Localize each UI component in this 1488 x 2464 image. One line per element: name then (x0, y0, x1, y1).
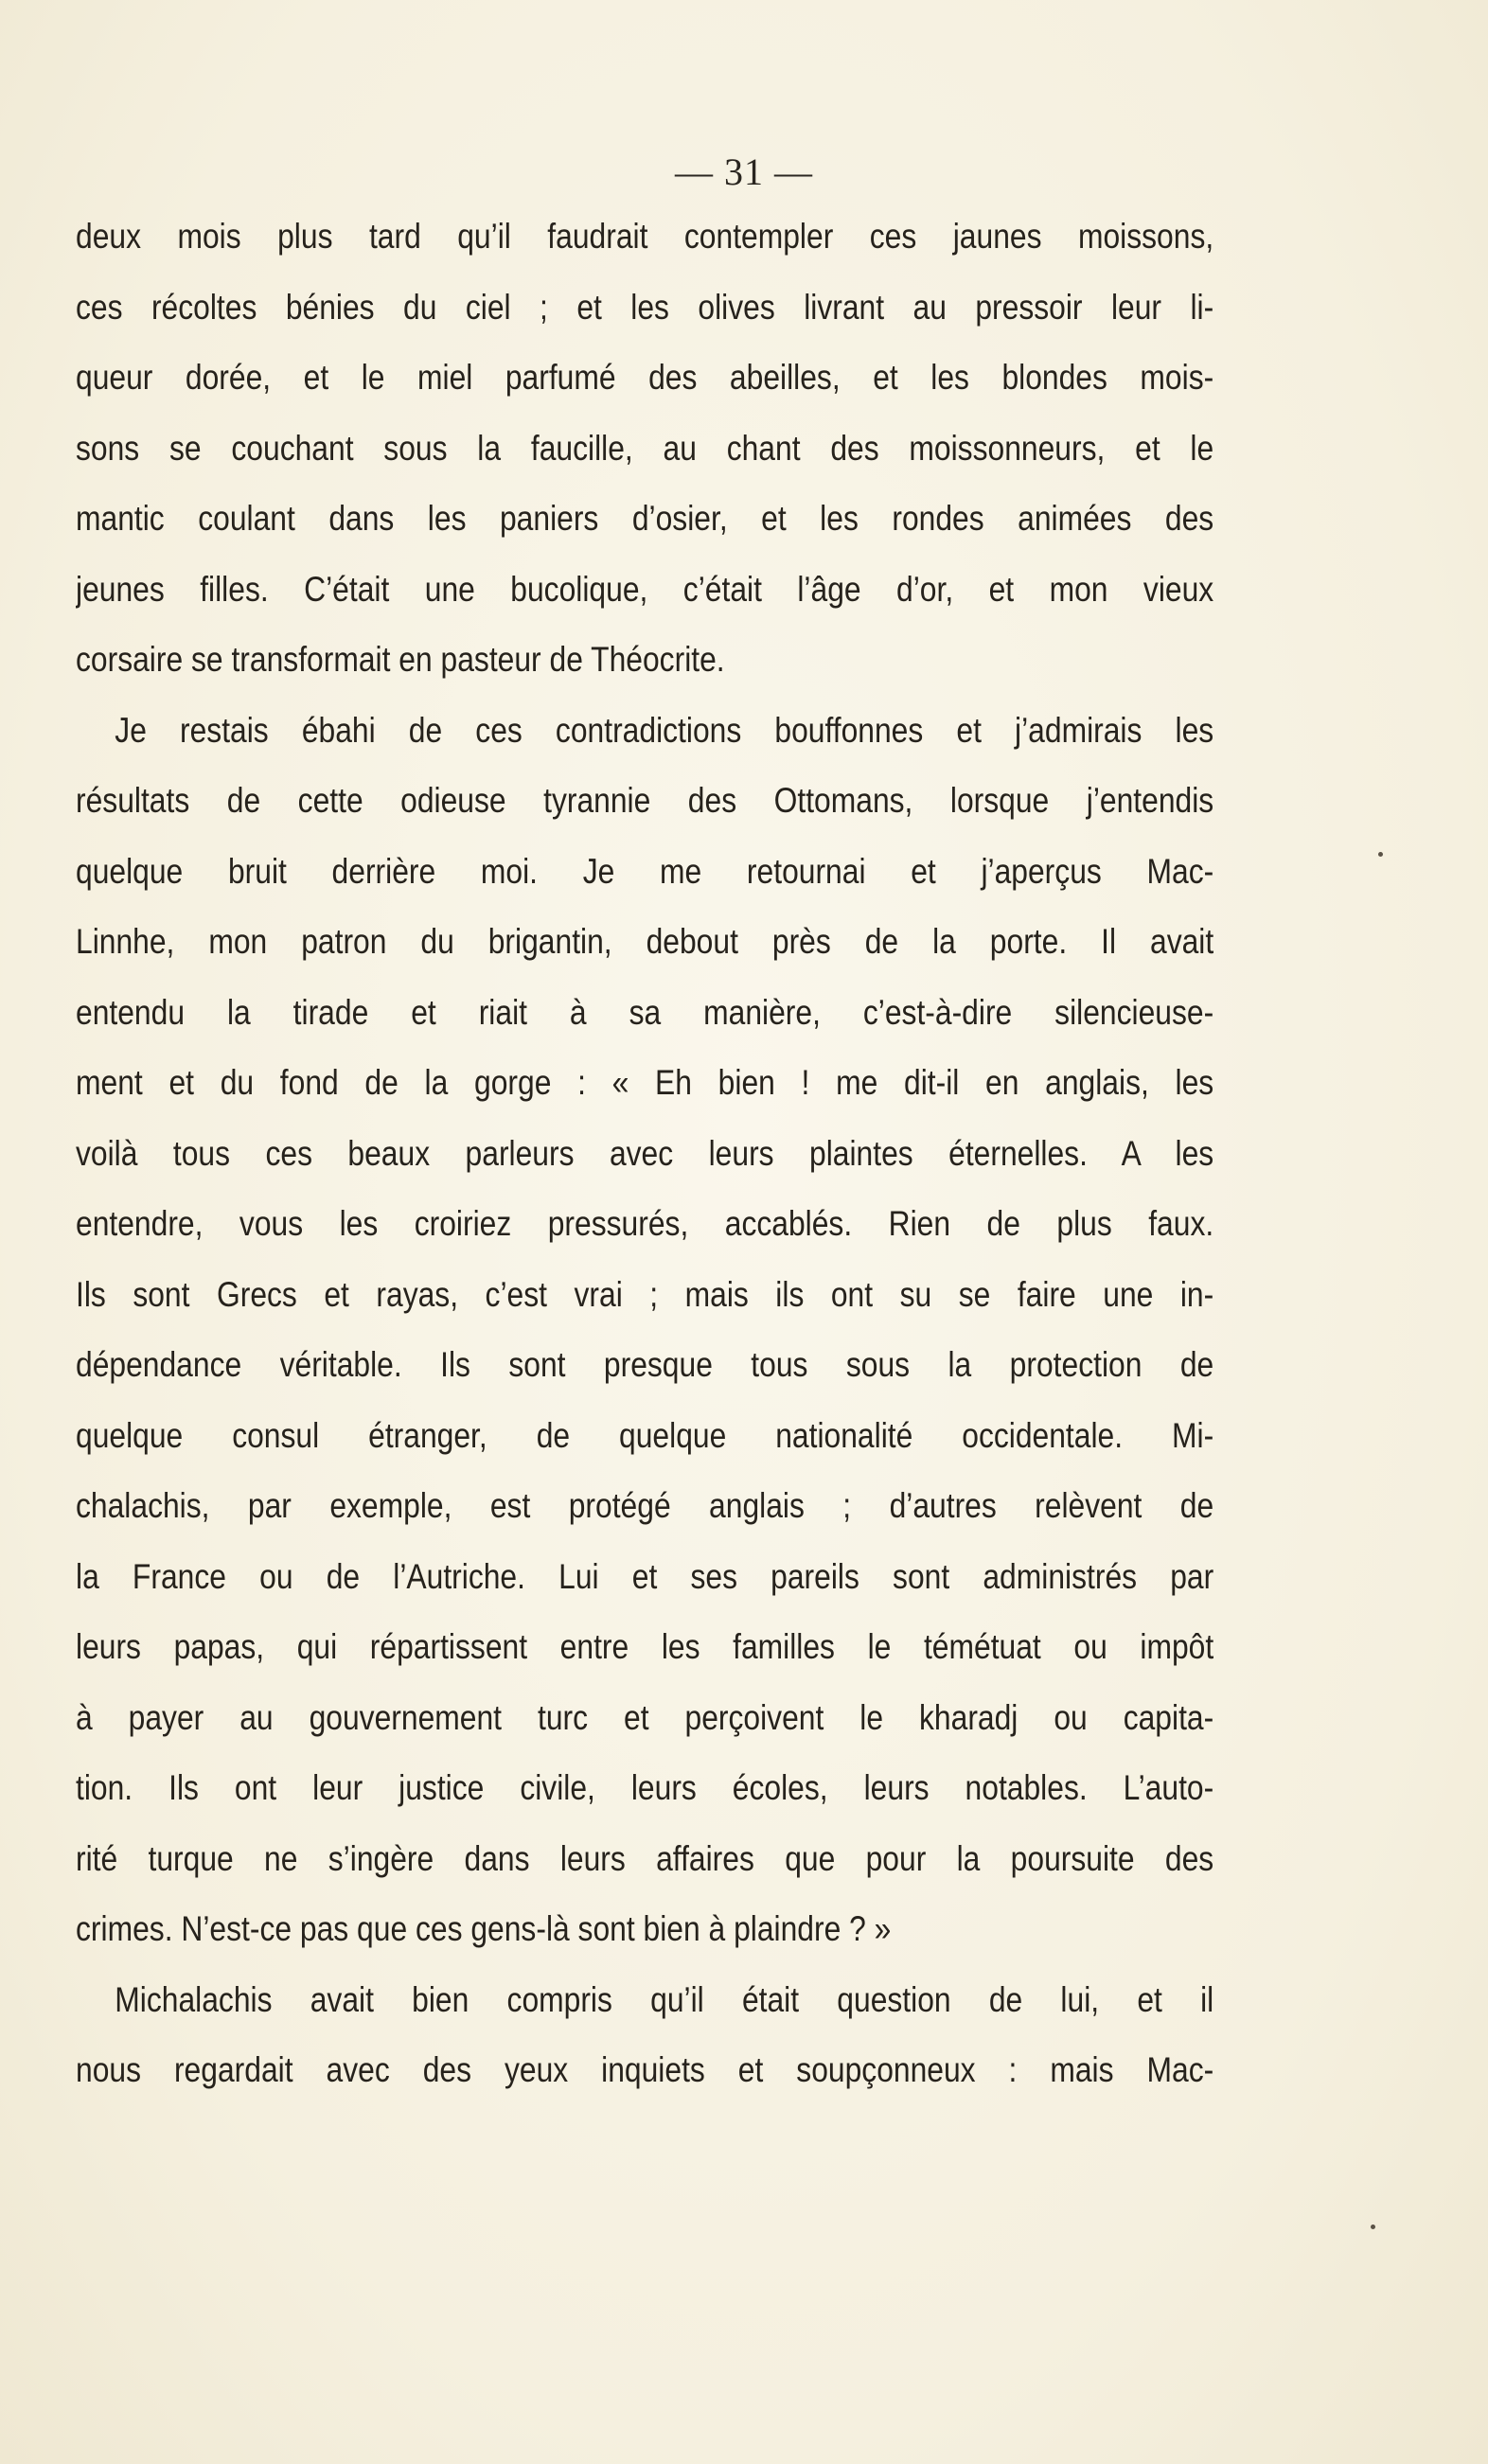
text-line: Michalachis avait bien compris qu’il était question de lui, et il (115, 1979, 1214, 2019)
text-line: Ils sont Grecs et rayas, c’est vrai ; mais ils ont su se faire une in- (76, 1274, 1214, 1314)
text-line: leurs papas, qui répartissent entre les familles le témétuat ou impôt (76, 1627, 1214, 1666)
text-line: chalachis, par exemple, est protégé anglais ; d’autres relèvent de (76, 1486, 1214, 1525)
text-line: quelque bruit derrière moi. Je me retournai et j’aperçus Mac- (76, 851, 1214, 891)
text-line: jeunes filles. C’était une bucolique, c’était l’âge d’or, et mon vieux (76, 569, 1214, 609)
text-line: queur dorée, et le miel parfumé des abeilles, et les blondes mois- (76, 358, 1214, 397)
text-line: à payer au gouvernement turc et perçoivent le kharadj ou capita- (76, 1697, 1214, 1737)
text-line: corsaire se transformait en pasteur de Théocrite. (76, 640, 725, 679)
paper-speck (1378, 852, 1383, 857)
text-line: voilà tous ces beaux parleurs avec leurs plaintes éternelles. A les (76, 1133, 1214, 1173)
text-line: crimes. N’est-ce pas que ces gens-là sont bien à plaindre ? » (76, 1909, 892, 1948)
text-line: Linnhe, mon patron du brigantin, debout près de la porte. Il avait (76, 922, 1214, 961)
text-line: sons se couchant sous la faucille, au chant des moissonneurs, et le (76, 428, 1214, 468)
text-line: entendre, vous les croiriez pressurés, accablés. Rien de plus faux. (76, 1204, 1214, 1243)
text-line: Je restais ébahi de ces contradictions bouffonnes et j’admirais les (115, 710, 1214, 750)
page-number: — 31 — (675, 151, 813, 193)
text-line: ces récoltes bénies du ciel ; et les olives livrant au pressoir leur li- (76, 287, 1214, 327)
text-line: tion. Ils ont leur justice civile, leurs écoles, leurs notables. L’auto- (76, 1768, 1214, 1807)
paper-speck (1371, 2225, 1375, 2229)
body-text (76, 202, 1213, 2106)
text-line: quelque consul étranger, de quelque nationalité occidentale. Mi- (76, 1415, 1214, 1455)
text-line: ment et du fond de la gorge : « Eh bien ! me dit-il en anglais, les (76, 1063, 1214, 1102)
text-line: rité turque ne s’ingère dans leurs affaires que pour la poursuite des (76, 1838, 1214, 1878)
text-line: dépendance véritable. Ils sont presque tous sous la protection de (76, 1345, 1214, 1384)
text-line: la France ou de l’Autriche. Lui et ses pareils sont administrés par (76, 1556, 1214, 1596)
text-line: entendu la tirade et riait à sa manière, c’est-à-dire silencieuse- (76, 992, 1214, 1032)
text-line: deux mois plus tard qu’il faudrait contempler ces jaunes moissons, (76, 217, 1214, 256)
text-line: résultats de cette odieuse tyrannie des Ottomans, lorsque j’entendis (76, 781, 1214, 820)
text-line: nous regardait avec des yeux inquiets et soupçonneux : mais Mac- (76, 2050, 1214, 2089)
text-line: mantic coulant dans les paniers d’osier, et les rondes animées des (76, 499, 1214, 538)
